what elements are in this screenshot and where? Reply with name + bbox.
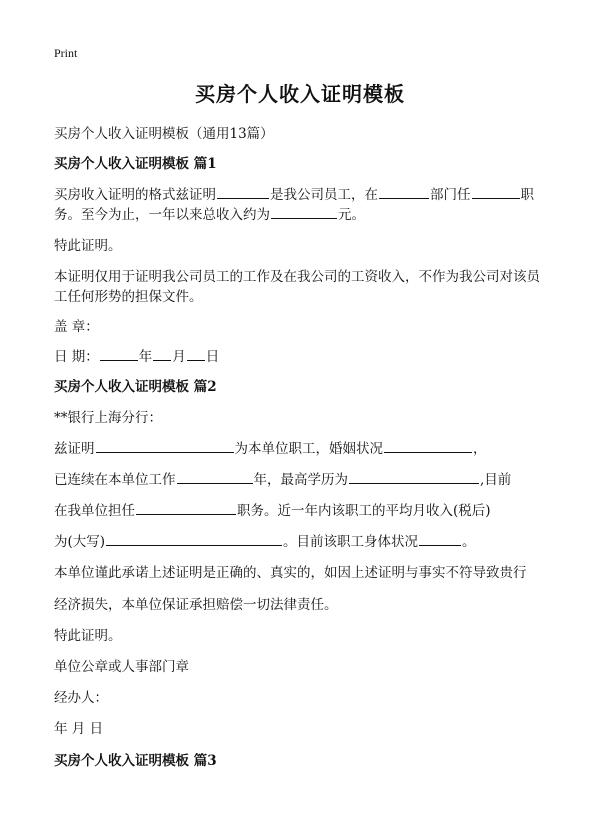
paragraph-line bbox=[54, 437, 487, 457]
text: 为(大写) bbox=[54, 534, 106, 550]
paragraph-line: 经办人： bbox=[54, 690, 108, 706]
blank-line bbox=[217, 187, 269, 199]
text: ,目前 bbox=[480, 472, 512, 488]
page-title: 买房个人收入证明模板 bbox=[195, 82, 405, 106]
text: ， bbox=[473, 441, 487, 457]
paragraph-line: 经济损失，本单位保证承担赔偿一切法律责任。 bbox=[54, 597, 338, 613]
blank-line bbox=[153, 349, 171, 361]
text: 部门任 bbox=[430, 187, 471, 203]
text: 是我公司员工，在 bbox=[270, 187, 378, 203]
text: 在我单位担任 bbox=[54, 503, 135, 519]
paragraph-line: 特此证明。 bbox=[54, 238, 122, 254]
paragraph-line bbox=[54, 203, 365, 223]
blank-line bbox=[472, 187, 520, 199]
blank-line bbox=[136, 503, 236, 515]
text: 。 bbox=[462, 534, 476, 550]
text: 。目前该职工身体状况 bbox=[283, 534, 419, 550]
blank-line bbox=[384, 441, 472, 453]
text: 务。至今为止，一年以来总收入约为 bbox=[54, 207, 270, 223]
paragraph-line: 年 月 日 bbox=[54, 721, 104, 737]
text: 为本单位职工，婚姻状况 bbox=[234, 441, 383, 457]
date-line bbox=[54, 345, 219, 365]
seal-line: 盖 章： bbox=[54, 319, 99, 335]
text: 买房收入证明的格式兹证明 bbox=[54, 187, 216, 203]
blank-line bbox=[100, 349, 138, 361]
text: 日 期： bbox=[54, 349, 99, 365]
text: 日 bbox=[205, 349, 220, 365]
text: 年，最高学历为 bbox=[253, 472, 348, 488]
print-link[interactable]: Print bbox=[54, 46, 78, 60]
blank-line bbox=[349, 472, 479, 484]
paragraph-line: 特此证明。 bbox=[54, 628, 122, 644]
section-heading-2: 买房个人收入证明模板 篇2 bbox=[54, 379, 217, 395]
blank-line bbox=[187, 349, 205, 361]
text: 职务。近一年内该职工的平均月收入(税后) bbox=[237, 503, 491, 519]
section-heading-1: 买房个人收入证明模板 篇1 bbox=[54, 156, 217, 172]
paragraph-line: 本单位谨此承诺上述证明是正确的、真实的，如因上述证明与事实不符导致贵行 bbox=[54, 565, 527, 581]
text: 年 bbox=[138, 349, 153, 365]
blank-line bbox=[419, 534, 461, 546]
paragraph-line: 单位公章或人事部门章 bbox=[54, 659, 189, 675]
document-subtitle: 买房个人收入证明模板（通用13篇） bbox=[54, 126, 274, 142]
section-heading-3: 买房个人收入证明模板 篇3 bbox=[54, 753, 217, 769]
paragraph-line bbox=[54, 468, 511, 488]
text: 职 bbox=[520, 187, 534, 203]
paragraph-line: 本证明仅用于证明我公司员工的工作及在我公司的工资收入，不作为我公司对该员 bbox=[54, 269, 540, 285]
paragraph-line: 工任何形势的担保文件。 bbox=[54, 289, 203, 305]
text: 月 bbox=[172, 349, 186, 365]
text: 元。 bbox=[338, 207, 365, 223]
paragraph-line: **银行上海分行： bbox=[54, 410, 162, 426]
paragraph-line bbox=[54, 499, 491, 519]
blank-line bbox=[106, 534, 282, 546]
text: 已连续在本单位工作 bbox=[54, 472, 176, 488]
blank-line bbox=[177, 472, 253, 484]
blank-line bbox=[271, 207, 337, 219]
text: 兹证明 bbox=[54, 441, 95, 457]
blank-line bbox=[96, 441, 234, 453]
blank-line bbox=[379, 187, 429, 199]
paragraph-line bbox=[54, 183, 534, 203]
paragraph-line bbox=[54, 530, 476, 550]
